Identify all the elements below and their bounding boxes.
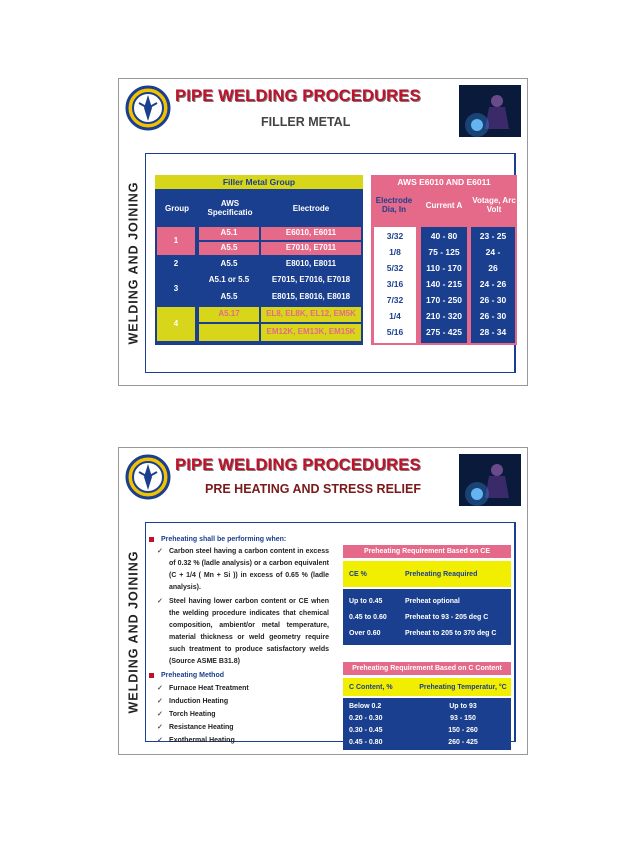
check-icon: ✓	[157, 598, 163, 605]
ce-row	[343, 609, 511, 625]
dia-value: 1/4	[389, 311, 401, 321]
aws-cell: A5.5	[220, 258, 238, 268]
welder-image-icon	[459, 454, 521, 506]
group-1: 1	[157, 227, 195, 255]
current-value: 275 - 425	[426, 327, 462, 337]
current-value: 210 - 320	[426, 311, 462, 321]
aws-cell-empty	[199, 324, 259, 341]
slide-preheating	[118, 447, 528, 755]
ce-req-col-header: Preheating Reaquired	[405, 570, 478, 578]
col-group-header: Group	[165, 203, 189, 213]
method-item: ✓ Induction Heating	[149, 695, 329, 708]
volt-value: 26 - 30	[479, 295, 507, 305]
aws-cell: A5.5	[199, 242, 259, 255]
c-temperature: 150 - 260	[448, 726, 478, 734]
university-logo-icon	[125, 85, 171, 131]
c-temperature: 260 - 425	[448, 738, 478, 746]
volt-value: 26 - 30	[479, 311, 507, 321]
c-value: Below 0.2	[349, 702, 382, 710]
col-dia-header: Electrode Dia, In	[375, 196, 413, 214]
slide-subtitle: FILLER METAL	[261, 115, 351, 129]
c-row	[343, 700, 511, 712]
dia-value: 1/8	[389, 247, 401, 257]
side-label: WELDING AND JOINING	[126, 550, 141, 714]
check-icon: ✓	[157, 548, 163, 555]
electrode-cell: EL8, EL8K, EL12, EM5K	[261, 307, 361, 322]
group-3: 3	[173, 283, 179, 293]
ce-requirement-table	[343, 545, 511, 645]
electrode-cell: EM12K, EM13K, EM15K	[261, 324, 361, 341]
preheat-bullets	[149, 536, 329, 747]
check-icon: ✓	[157, 685, 163, 692]
c-content-table	[343, 662, 511, 750]
aws-cell: A5.1 or 5.5	[208, 275, 250, 285]
check-icon: ✓	[157, 724, 163, 731]
current-value: 40 - 80	[430, 231, 458, 241]
ce-rows	[343, 589, 511, 645]
col-electrode-header: Electrode	[292, 203, 330, 213]
sub-bullet-carbon-steel: ✓ Carbon steel having a carbon content in excess of 0.32 % (ladle analysis) or a carbon equivalent (C + 1/4 ( Mn + Si )) in excess of 0.65 % (ladle analysis).	[157, 548, 329, 591]
current-value: 170 - 250	[426, 295, 462, 305]
col-current-header: Current A	[425, 200, 463, 210]
slide-title: PIPE WELDING PROCEDURES	[175, 456, 421, 474]
method-item: ✓ Exothermal Heating	[149, 734, 329, 747]
ce-requirement: Preheat to 93 - 205 deg C	[405, 613, 489, 621]
sub-bullet-lower-carbon: ✓ Steel having lower carbon content or CE when the welding procedure indicates that chemical composition, ambient/or metal temperature, material thickness or weld geometry require such treatment to produce satisfactory welds (Source ASME B31.8)	[157, 598, 329, 665]
university-logo-icon	[125, 454, 171, 500]
c-column-headers	[343, 678, 511, 696]
current-value: 140 - 215	[426, 279, 462, 289]
c-temperature: 93 - 150	[450, 714, 476, 722]
check-icon: ✓	[157, 737, 163, 744]
volt-value: 26	[488, 263, 498, 273]
ce-column-headers	[343, 561, 511, 587]
c-row	[343, 724, 511, 736]
current-value: 75 - 125	[428, 247, 460, 257]
volt-value: 28 - 34	[479, 327, 507, 337]
check-icon: ✓	[157, 711, 163, 718]
electrode-cell: E8015, E8016, E8018	[271, 292, 351, 302]
aws-e6010-header: AWS E6010 AND E6011	[371, 175, 517, 189]
ce-requirement: Preheat to 205 to 370 deg C	[405, 629, 497, 637]
dia-value: 3/32	[386, 231, 404, 241]
volt-value: 24 - 26	[479, 279, 507, 289]
aws-cell: A5.5	[220, 292, 238, 302]
ce-requirement: Preheat optional	[405, 597, 460, 605]
method-item: ✓ Resistance Heating	[149, 721, 329, 734]
bullet-preheating-when: Preheating shall be performing when:	[149, 536, 329, 543]
c-temp-col-header: Preheating Temperatur, °C	[419, 683, 507, 691]
method-item: ✓ Torch Heating	[149, 708, 329, 721]
bullet-preheating-method: Preheating Method	[149, 672, 329, 679]
dia-value: 5/32	[386, 263, 404, 273]
aws-cell: A5.17	[199, 307, 259, 322]
method-list	[149, 682, 329, 747]
ce-value: Up to 0.45	[349, 597, 383, 605]
dia-value: 7/32	[386, 295, 404, 305]
aws-cell: A5.1	[199, 227, 259, 240]
c-table-header: Preheating Requirement Based on C Content	[343, 662, 511, 675]
side-label: WELDING AND JOINING	[126, 181, 141, 345]
ce-row	[343, 593, 511, 609]
volt-value: 24 -	[485, 247, 501, 257]
dia-value: 5/16	[386, 327, 404, 337]
col-aws-header: AWS Specificatio	[207, 199, 253, 217]
check-icon: ✓	[157, 698, 163, 705]
ce-table-header: Preheating Requirement Based on CE	[343, 545, 511, 558]
ce-row	[343, 625, 511, 641]
ce-value: 0.45 to 0.60	[349, 613, 387, 621]
c-row	[343, 712, 511, 724]
volt-value: 23 - 25	[479, 231, 507, 241]
group-2: 2	[173, 258, 179, 268]
electrode-cell: E6010, E6011	[261, 227, 361, 240]
c-col-header: C Content, %	[349, 683, 393, 691]
welder-image-icon	[459, 85, 521, 137]
electrode-cell: E7010, E7011	[261, 242, 361, 255]
slide-subtitle: PRE HEATING AND STRESS RELIEF	[205, 482, 421, 496]
ce-col-header: CE %	[349, 570, 367, 578]
group-4: 4	[157, 307, 195, 341]
dia-value: 3/16	[386, 279, 404, 289]
c-value: 0.30 - 0.45	[349, 726, 383, 734]
col-volt-header: Votage, Arc Volt	[472, 196, 516, 214]
c-rows	[343, 698, 511, 750]
c-row	[343, 736, 511, 748]
filler-metal-group-header: Filler Metal Group	[155, 175, 363, 189]
slide-title: PIPE WELDING PROCEDURES	[175, 87, 421, 105]
slide-filler-metal	[118, 78, 528, 386]
electrode-cell: E7015, E7016, E7018	[271, 275, 351, 285]
ce-value: Over 0.60	[349, 629, 381, 637]
current-value: 110 - 170	[426, 263, 462, 273]
method-item: ✓ Furnace Heat Treatment	[149, 682, 329, 695]
c-temperature: Up to 93	[449, 702, 477, 710]
c-value: 0.45 - 0.80	[349, 738, 383, 746]
c-value: 0.20 - 0.30	[349, 714, 383, 722]
electrode-cell: E8010, E8011	[285, 258, 337, 268]
